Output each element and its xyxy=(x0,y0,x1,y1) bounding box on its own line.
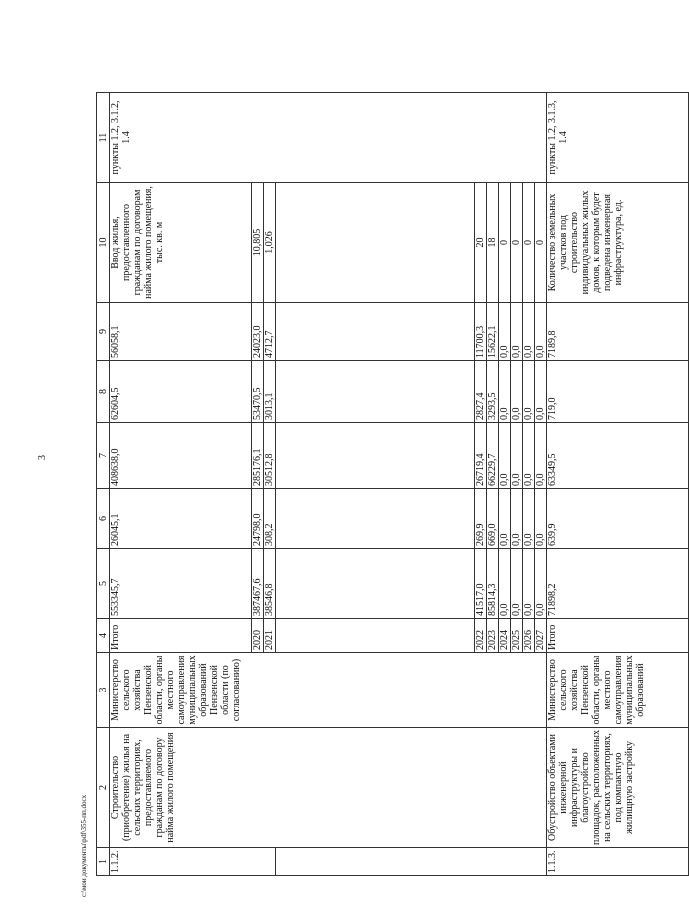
blank-cell xyxy=(276,489,475,549)
value-cell: 0,0 xyxy=(511,303,523,361)
indicator-value: 0 xyxy=(535,183,547,303)
value-cell: 308,2 xyxy=(264,489,276,549)
value-cell: 2827,4 xyxy=(475,361,487,423)
indicator-value: 10,805 xyxy=(252,183,264,303)
header-cell: 10 xyxy=(97,183,110,303)
value-cell: 62604,5 xyxy=(110,361,252,423)
value-cell: 24023,0 xyxy=(252,303,264,361)
blank-cell xyxy=(276,848,475,876)
year-cell: 2021 xyxy=(264,619,276,653)
value-cell: 7189,8 xyxy=(547,303,689,361)
value-cell: 26045,1 xyxy=(110,489,252,549)
value-cell: 0,0 xyxy=(499,361,511,423)
value-cell: 553345,7 xyxy=(110,549,252,619)
blank-cell xyxy=(276,619,475,653)
value-cell: 0,0 xyxy=(511,423,523,489)
value-cell: 0,0 xyxy=(535,303,547,361)
row-number: 1.1.2. xyxy=(110,848,276,876)
header-cell: 9 xyxy=(97,303,110,361)
value-cell: 408638,0 xyxy=(110,423,252,489)
value-cell: 71898,2 xyxy=(547,549,689,619)
rotated-table-wrapper xyxy=(96,92,689,876)
value-cell: 15622,1 xyxy=(487,303,499,361)
measure-name: Обустройство объектами инженерной инфраструктуры и благоустройство площадок, расположенных на сельских территориях, под компактную жилищную застройку xyxy=(547,728,689,848)
year-cell: 2020 xyxy=(252,619,264,653)
value-cell: 285176,1 xyxy=(252,423,264,489)
blank-cell xyxy=(276,303,475,361)
value-cell: 0,0 xyxy=(523,489,535,549)
value-cell: 0,0 xyxy=(535,549,547,619)
year-cell: 2026 xyxy=(523,619,535,653)
blank-cell xyxy=(276,549,475,619)
executor: Министерство сельского хозяйства Пензенской области, органы местного самоуправления муниципальных образований xyxy=(547,653,689,728)
value-cell: 41517,0 xyxy=(475,549,487,619)
blank-cell xyxy=(276,361,475,423)
value-cell: 0,0 xyxy=(499,549,511,619)
header-cell: 5 xyxy=(97,549,110,619)
header-cell: 4 xyxy=(97,619,110,653)
blank-cell xyxy=(523,848,535,876)
indicator-value: 1,026 xyxy=(264,183,276,303)
blank-cell xyxy=(276,423,475,489)
program-table xyxy=(96,92,689,876)
indicator-cell: Ввод жилья, предоставленного гражданам по договорам найма жилого помещения, тыс. кв. м xyxy=(110,183,252,303)
value-cell: 30512,8 xyxy=(264,423,276,489)
value-cell: 0,0 xyxy=(535,489,547,549)
value-cell: 0,0 xyxy=(499,489,511,549)
year-cell: 2025 xyxy=(511,619,523,653)
value-cell: 0,0 xyxy=(523,361,535,423)
value-cell: 0,0 xyxy=(535,361,547,423)
value-cell: 639,9 xyxy=(547,489,689,549)
value-cell: 0,0 xyxy=(523,549,535,619)
header-cell: 8 xyxy=(97,361,110,423)
header-cell: 3 xyxy=(97,653,110,728)
value-cell: 56058,1 xyxy=(110,303,252,361)
blank-cell xyxy=(511,848,523,876)
blank-cell xyxy=(475,848,487,876)
value-cell: 0,0 xyxy=(511,361,523,423)
year-cell: 2024 xyxy=(499,619,511,653)
value-cell: 0,0 xyxy=(523,423,535,489)
header-cell: 11 xyxy=(97,93,110,183)
footer-file-path: c:\мои документы\pdf\355-пп.docx xyxy=(80,794,88,897)
value-cell: 269,9 xyxy=(475,489,487,549)
regulation-points: пункты 1.2, 3.1.3, 1.4 xyxy=(547,93,689,183)
value-cell: 0,0 xyxy=(523,303,535,361)
blank-cell xyxy=(487,848,499,876)
value-cell: 24798,0 xyxy=(252,489,264,549)
value-cell: 3013,1 xyxy=(264,361,276,423)
value-cell: 3293,5 xyxy=(487,361,499,423)
indicator-value: 18 xyxy=(487,183,499,303)
indicator-value: 0 xyxy=(523,183,535,303)
header-row xyxy=(97,93,110,876)
year-cell: Итого xyxy=(110,619,252,653)
header-cell: 2 xyxy=(97,728,110,848)
indicator-value: 0 xyxy=(511,183,523,303)
value-cell: 0,0 xyxy=(511,549,523,619)
header-cell: 1 xyxy=(97,848,110,876)
header-cell: 6 xyxy=(97,489,110,549)
value-cell: 0,0 xyxy=(499,423,511,489)
blank-cell xyxy=(499,848,511,876)
value-cell: 38546,8 xyxy=(264,549,276,619)
indicator-cell: Количество земельных участков под строительство индивидуальных жилых домов, к которым будет подведена инженерная инфраструктура, ед. xyxy=(547,183,689,303)
value-cell: 85814,3 xyxy=(487,549,499,619)
table-row xyxy=(110,93,252,876)
blank-cell xyxy=(276,183,475,303)
value-cell: 0,0 xyxy=(511,489,523,549)
value-cell: 63349,5 xyxy=(547,423,689,489)
executor: Министерство сельского хозяйства Пензенской области, органы местного самоуправления муниципальных образований Пензенской области (по согласованию) xyxy=(110,653,547,728)
indicator-value: 0 xyxy=(499,183,511,303)
year-cell: 2023 xyxy=(487,619,499,653)
value-cell: 387467,6 xyxy=(252,549,264,619)
value-cell: 26719,4 xyxy=(475,423,487,489)
year-cell: 2022 xyxy=(475,619,487,653)
value-cell: 4712,7 xyxy=(264,303,276,361)
value-cell: 11700,3 xyxy=(475,303,487,361)
header-cell: 7 xyxy=(97,423,110,489)
blank-cell xyxy=(535,848,547,876)
value-cell: 0,0 xyxy=(535,423,547,489)
page-number: 3 xyxy=(37,455,48,460)
value-cell: 66229,7 xyxy=(487,423,499,489)
value-cell: 53470,5 xyxy=(252,361,264,423)
value-cell: 669,0 xyxy=(487,489,499,549)
year-cell: Итого xyxy=(547,619,689,653)
value-cell: 0,0 xyxy=(499,303,511,361)
measure-name: Строительство (приобретение) жилья на сельских территориях, предоставляемого гражданам по договору найма жилого помещения xyxy=(110,728,547,848)
year-cell: 2027 xyxy=(535,619,547,653)
value-cell: 719,0 xyxy=(547,361,689,423)
regulation-points: пункты 1.2, 3.1.2, 1.4 xyxy=(110,93,547,183)
table-row xyxy=(547,93,689,876)
row-number: 1.1.3. xyxy=(547,848,689,876)
indicator-value: 20 xyxy=(475,183,487,303)
